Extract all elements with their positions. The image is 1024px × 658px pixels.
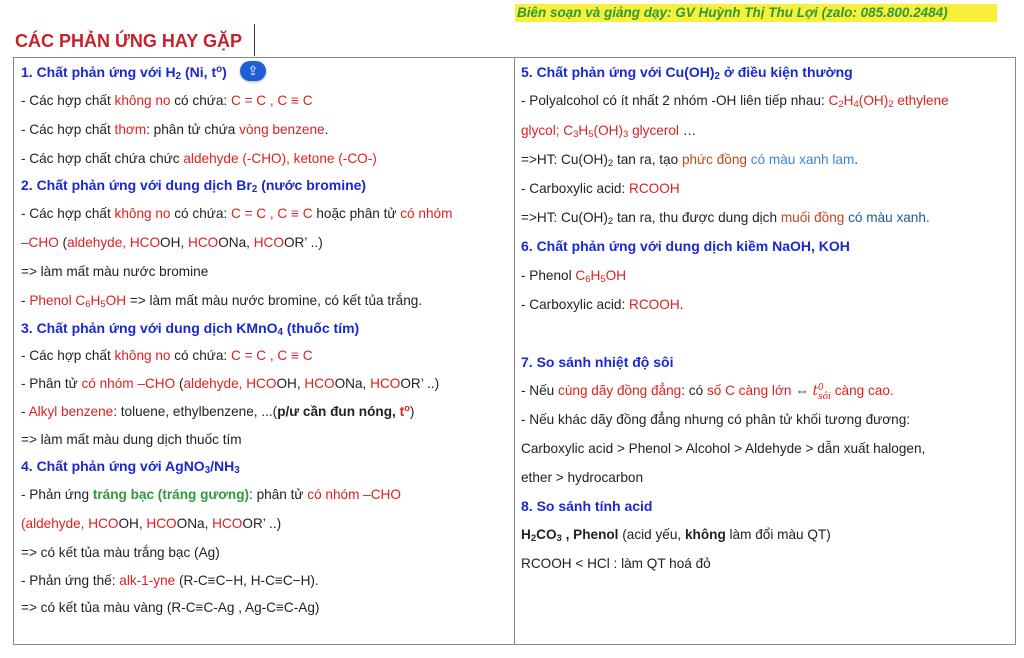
- section-2-line-1: [21, 206, 452, 221]
- text: 4: [853, 99, 859, 110]
- text: - Carboxylic acid:: [521, 181, 630, 196]
- section-4-line-3: => có kết tủa màu trắng bạc (Ag): [21, 545, 220, 560]
- text: ⇔: [791, 383, 813, 398]
- text: , Phenol: [561, 527, 619, 542]
- text: 2. Chất phản ứng với dung dịch Br: [21, 177, 252, 193]
- text: OH: [605, 268, 627, 283]
- text: muối đồng: [780, 210, 845, 225]
- section-4-line-4: [21, 573, 319, 588]
- text: glycol; C: [521, 123, 574, 138]
- text: tan ra, thu được dung dịch: [613, 210, 781, 225]
- text: ONa,: [218, 235, 254, 250]
- text: 2: [607, 216, 614, 227]
- section-2-line-2: [21, 235, 323, 250]
- text: 5: [600, 274, 606, 285]
- text: aldehyde, HCO: [183, 376, 277, 391]
- text: ethylene: [893, 93, 949, 108]
- text: (nước bromine): [257, 177, 367, 193]
- section-5-line-3: [521, 152, 858, 167]
- text: (OH): [593, 123, 623, 138]
- section-8-line-2: RCOOH < HCl : làm QT hoá đỏ: [521, 556, 711, 571]
- collapse-toolbar-button[interactable]: [240, 61, 266, 81]
- text: thơm: [114, 122, 147, 137]
- text: HCO: [370, 376, 401, 391]
- text: .: [679, 297, 684, 312]
- text: t: [812, 383, 819, 399]
- text: C = C , C ≡ C: [230, 348, 313, 363]
- subsup-group: [818, 384, 831, 402]
- section-3-line-3: [21, 404, 414, 419]
- text: ): [222, 64, 227, 80]
- text: H: [590, 268, 601, 283]
- text: 5: [100, 299, 106, 310]
- text: 4: [277, 327, 283, 338]
- text: có màu xanh lam: [746, 152, 855, 167]
- text: - Phản ứng thế:: [21, 573, 120, 588]
- text: OH: [105, 293, 127, 308]
- section-4-line-1: [21, 487, 401, 502]
- text: 3: [204, 465, 211, 476]
- text: hoặc phân tử: [312, 206, 401, 221]
- text: 4. Chất phản ứng với AgNO: [21, 458, 205, 474]
- text: (acid yếu,: [618, 527, 685, 542]
- text: (thuốc tím): [282, 320, 360, 336]
- text: ở điều kiện thường: [720, 64, 853, 80]
- reaction-table: [13, 57, 1016, 645]
- text: o: [216, 64, 223, 75]
- text: 2: [838, 99, 844, 110]
- text: 2: [251, 184, 258, 195]
- column-divider: [514, 58, 515, 644]
- text: - Phản ứng: [21, 487, 93, 502]
- section-1-line-3: [21, 151, 377, 166]
- text: 3: [573, 129, 579, 140]
- text: OH,: [160, 235, 188, 250]
- section-5-line-4: [521, 181, 680, 196]
- text: 3: [623, 129, 629, 140]
- text: p/ư cần đun nóng,: [277, 404, 400, 419]
- text: không no: [114, 93, 171, 108]
- text: …: [678, 123, 697, 138]
- text: - Các hợp chất chứa chức: [21, 151, 184, 166]
- text: 3: [556, 533, 562, 544]
- section-1-line-1: [21, 93, 313, 108]
- text: aldehyde (-CHO), ketone (-CO-): [183, 151, 377, 166]
- text: 2: [607, 158, 614, 169]
- text: 6: [85, 299, 91, 310]
- text: : phân tử: [249, 487, 308, 502]
- text: H: [843, 93, 854, 108]
- text: sôi: [818, 392, 831, 402]
- text: /NH: [210, 458, 235, 474]
- text: ): [409, 404, 415, 419]
- text: HCO: [304, 376, 335, 391]
- text: - Carboxylic acid:: [521, 297, 630, 312]
- section-7-heading: 7. So sánh nhiệt độ sôi: [521, 354, 674, 370]
- text: vòng benzene: [239, 122, 325, 137]
- text: càng cao.: [830, 383, 894, 398]
- section-8-line-1: [521, 527, 831, 542]
- section-5-line-2: [521, 123, 696, 138]
- text: cùng dãy đồng đẳng: [558, 383, 682, 398]
- text: o: [404, 403, 410, 414]
- text: 3: [234, 465, 240, 476]
- text: : có: [681, 383, 707, 398]
- text: có chứa:: [170, 93, 231, 108]
- text: có nhóm –CHO: [307, 487, 401, 502]
- section-4-line-2: [21, 516, 281, 531]
- section-7-line-1: [521, 383, 894, 402]
- text: alk-1-yne: [119, 573, 176, 588]
- text: 3. Chất phản ứng với dung dịch KMnO: [21, 320, 278, 336]
- page-title: CÁC PHẢN ỨNG HAY GẶP: [15, 31, 242, 51]
- text: có nhóm: [400, 206, 453, 221]
- text: số C càng lớn: [706, 383, 792, 398]
- section-6-heading: 6. Chất phản ứng với dung dịch kiềm NaOH, KOH: [521, 238, 850, 254]
- text: glycerol: [628, 123, 679, 138]
- text: –CHO: [21, 235, 59, 250]
- text: OR’ ..): [283, 235, 323, 250]
- text: H: [90, 293, 101, 308]
- section-1-line-2: [21, 122, 328, 137]
- title-divider: [254, 24, 255, 56]
- text: Alkyl benzene: [28, 404, 114, 419]
- collapse-icon: ⇪: [247, 63, 259, 78]
- text: H: [521, 527, 531, 542]
- text: làm đổi màu QT): [725, 527, 831, 542]
- text: -: [21, 404, 29, 419]
- text: 6: [585, 274, 591, 285]
- text: có màu xanh.: [844, 210, 930, 225]
- section-2-heading: [21, 177, 366, 193]
- text: 2: [175, 71, 182, 82]
- text: (: [175, 376, 184, 391]
- text: ONa,: [176, 516, 213, 531]
- section-3-heading: [21, 320, 359, 336]
- text: có chứa:: [170, 206, 231, 221]
- text: không: [684, 527, 726, 542]
- section-3-line-1: [21, 348, 313, 363]
- text: không no: [114, 348, 171, 363]
- section-8-heading: 8. So sánh tính acid: [521, 498, 653, 514]
- text: =>HT: Cu(OH): [521, 152, 608, 167]
- text: HCO: [212, 516, 243, 531]
- text: H: [578, 123, 589, 138]
- text: - Các hợp chất: [21, 206, 115, 221]
- text: : phân tử chứa: [146, 122, 240, 137]
- text: (: [58, 235, 68, 250]
- text: phức đồng: [681, 152, 747, 167]
- text: .: [854, 152, 859, 167]
- section-2-line-3: => làm mất màu nước bromine: [21, 264, 209, 279]
- text: - Polyalcohol có ít nhất 2 nhóm -OH liên tiếp nhau:: [521, 93, 829, 108]
- text: HCO: [188, 235, 219, 250]
- text: C = C , C ≡ C: [230, 206, 313, 221]
- section-2-line-4: [21, 293, 422, 308]
- section-3-line-2: [21, 376, 439, 391]
- author-credit: Biên soạn và giảng dạy: GV Huỳnh Thị Thu Lợi (zalo: 085.800.2484): [515, 4, 997, 22]
- section-5-heading: [521, 64, 853, 80]
- section-3-line-4: => làm mất màu dung dịch thuốc tím: [21, 432, 242, 447]
- section-5-line-1: [521, 93, 949, 108]
- text: 5. Chất phản ứng với Cu(OH): [521, 64, 715, 80]
- text: - Nếu: [521, 383, 559, 398]
- text: HCO: [253, 235, 284, 250]
- text: tráng bạc (tráng gương): [92, 487, 250, 502]
- text: ONa,: [334, 376, 371, 391]
- text: (aldehyde, HCO: [21, 516, 119, 531]
- text: - Các hợp chất: [21, 122, 115, 137]
- text: - Phenol: [521, 268, 576, 283]
- text: 5: [588, 129, 594, 140]
- section-6-line-1: [521, 268, 626, 283]
- text: => làm mất màu nước bromine, có kết tủa trắng.: [126, 293, 423, 308]
- text: -: [21, 293, 30, 308]
- text: 0: [818, 383, 824, 393]
- text: 1. Chất phản ứng với H: [21, 64, 176, 80]
- section-7-line-2: - Nếu khác dãy đồng đẳng nhưng có phân tử khối tương đương:: [521, 412, 911, 427]
- text: C = C , C ≡ C: [230, 93, 313, 108]
- text: CO: [536, 527, 557, 542]
- text: (OH): [858, 93, 889, 108]
- text: OH,: [118, 516, 147, 531]
- text: có nhóm –CHO: [81, 376, 176, 391]
- section-4-line-5: => có kết tủa màu vàng (R-C≡C-Ag , Ag-C≡C-Ag): [21, 600, 320, 615]
- text: : toluene, ethylbenzene, ...(: [113, 404, 278, 419]
- section-7-line-3: Carboxylic acid > Phenol > Alcohol > Aldehyde > dẫn xuất halogen,: [521, 441, 926, 456]
- text: (Ni, t: [181, 64, 217, 80]
- section-4-heading: [21, 458, 240, 474]
- text: RCOOH: [629, 297, 680, 312]
- text: OR’ ..): [400, 376, 440, 391]
- text: không no: [114, 206, 171, 221]
- section-6-line-2: [521, 297, 683, 312]
- text: HCO: [146, 516, 177, 531]
- text: - Các hợp chất: [21, 348, 115, 363]
- text: 2: [530, 533, 537, 544]
- text: tan ra, tạo: [613, 152, 682, 167]
- text: OR’ ..): [242, 516, 282, 531]
- text: 2: [714, 71, 720, 82]
- section-5-line-5: [521, 210, 930, 225]
- text: - Phân tử: [21, 376, 82, 391]
- text: có chứa:: [170, 348, 231, 363]
- text: .: [324, 122, 329, 137]
- text: - Các hợp chất: [21, 93, 115, 108]
- text: C: [828, 93, 839, 108]
- text: =>HT: Cu(OH): [521, 210, 608, 225]
- text: t: [399, 404, 405, 419]
- text: Phenol C: [29, 293, 86, 308]
- section-1-heading: [21, 64, 227, 80]
- text: 2: [888, 99, 894, 110]
- text: C: [575, 268, 586, 283]
- text: RCOOH: [629, 181, 680, 196]
- text: (R-C≡C−H, H-C≡C−H).: [175, 573, 319, 588]
- text: aldehyde, HCO: [67, 235, 161, 250]
- text: OH,: [276, 376, 305, 391]
- section-7-line-4: ether > hydrocarbon: [521, 470, 644, 485]
